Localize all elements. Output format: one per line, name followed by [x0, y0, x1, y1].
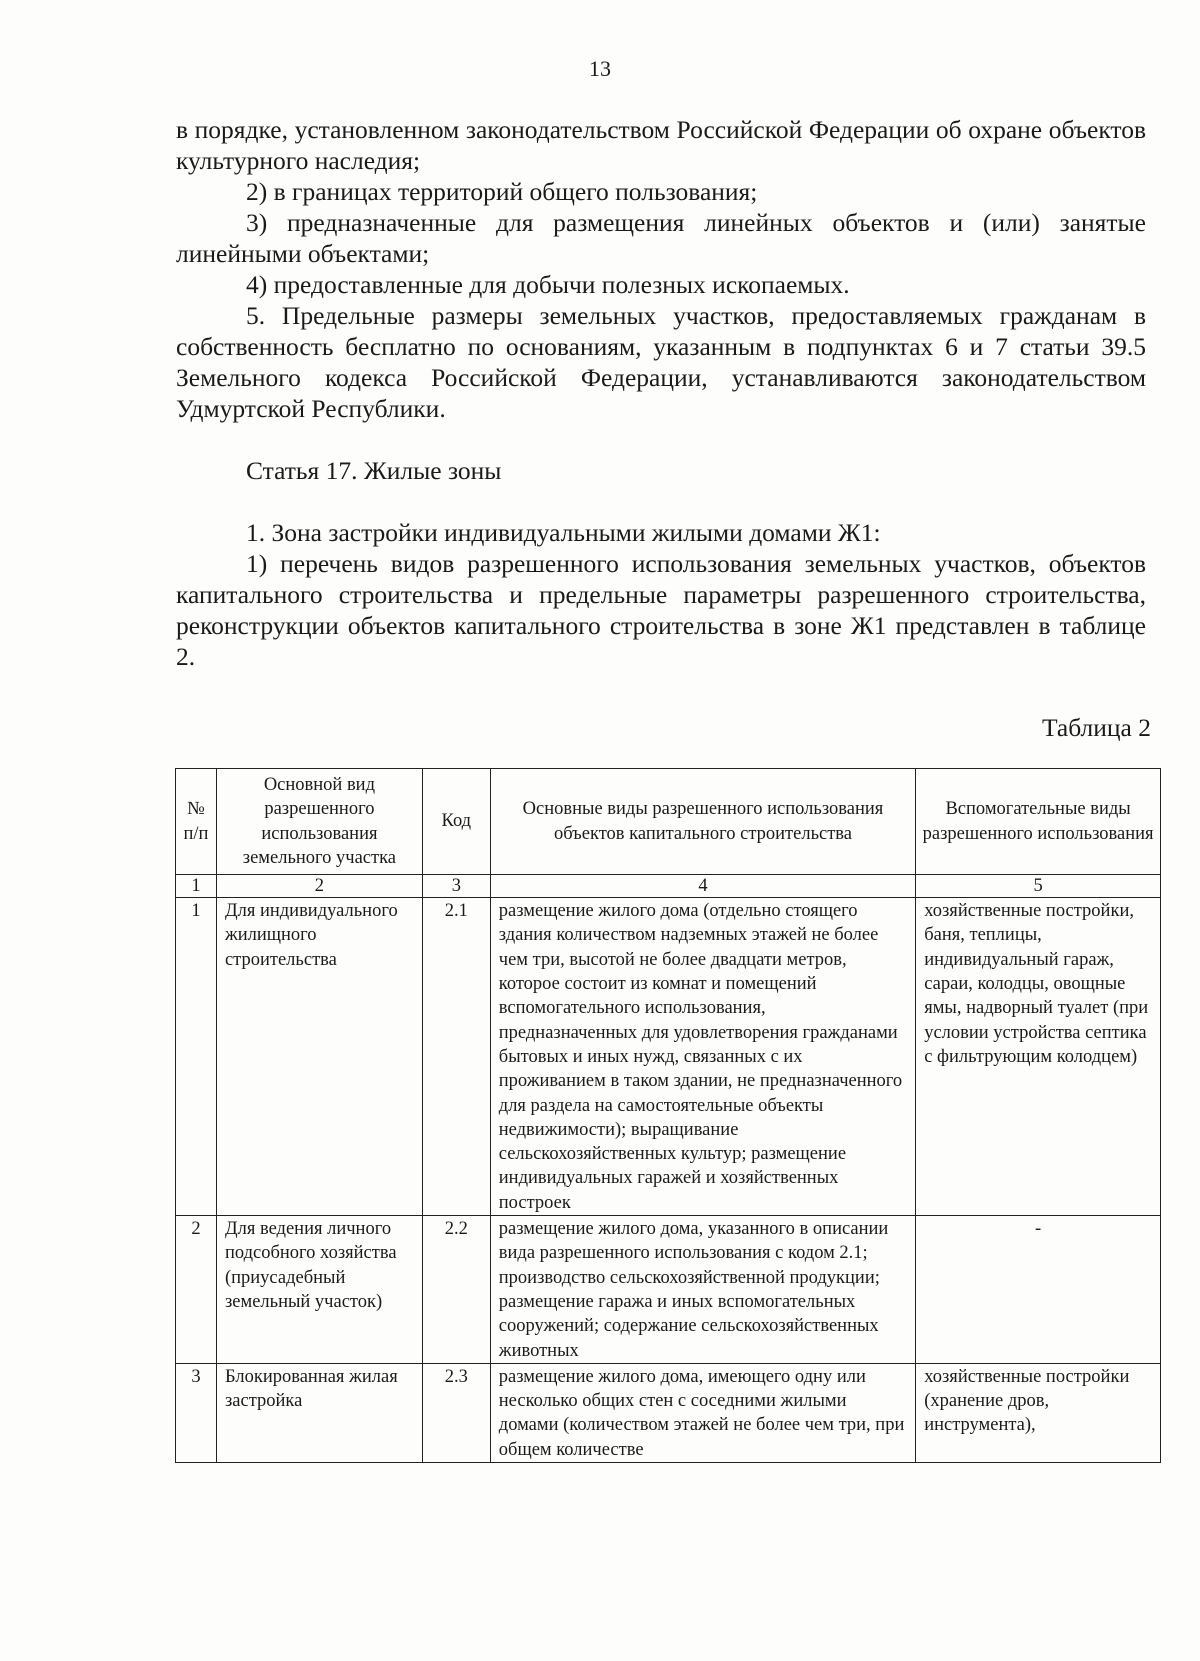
- header-cell: Основной вид разрешенного использования земельного участка: [216, 769, 422, 875]
- land-use-type: Для индивидуального жилищного строительства: [216, 898, 422, 1216]
- use-code: 2.1: [422, 898, 490, 1216]
- column-number: 2: [216, 875, 422, 898]
- column-number: 5: [916, 875, 1161, 898]
- auxiliary-use: -: [916, 1216, 1161, 1364]
- page-number: 13: [589, 56, 611, 81]
- row-number: 3: [176, 1363, 217, 1462]
- main-use-description: размещение жилого дома, имеющего одну или несколько общих стен с соседними жилыми домами (количеством этажей не более чем три, при общем количестве: [490, 1363, 915, 1462]
- paragraph: 5. Предельные размеры земельных участков, предоставляемых гражданам в собственность бесплатно по основаниям, указанным в подпунктах 6 и 7 статьи 39.5 Земельного кодекса Российской Федерации, устанавливаются законодательством Удмуртской Республики.: [176, 301, 1146, 423]
- table-row: [176, 1216, 1161, 1364]
- header-cell: № п/п: [176, 769, 217, 875]
- land-use-type: Для ведения личного подсобного хозяйства (приусадебный земельный участок): [216, 1216, 422, 1364]
- table-caption: Таблица 2: [1041, 713, 1151, 742]
- zone-heading: 1. Зона застройки индивидуальными жилыми домами Ж1:: [246, 518, 881, 547]
- table-header-row: [176, 769, 1161, 875]
- table-row: [176, 898, 1161, 1216]
- column-number-row: [176, 875, 1161, 898]
- main-use-description: размещение жилого дома, указанного в описании вида разрешенного использования с кодом 2.1; производство сельскохозяйственной продукции; размещение гаража и иных вспомогательных сооружений; содержание сельскохозяйственных животных: [490, 1216, 915, 1364]
- table-row: [176, 1363, 1161, 1462]
- header-cell: Код: [422, 769, 490, 875]
- paragraph: 1) перечень видов разрешенного использования земельных участков, объектов капитального строительства и предельные параметры разрешенного строительства, реконструкции объектов капитального строительства в зоне Ж1 представлен в таблице 2.: [176, 549, 1146, 671]
- document-body: [176, 114, 1146, 672]
- auxiliary-use: хозяйственные постройки (хранение дров, инструмента),: [916, 1363, 1161, 1462]
- paragraph: в порядке, установленном законодательством Российской Федерации об охране объектов культурного наследия;: [176, 115, 1146, 175]
- header-cell: Основные виды разрешенного использования объектов капитального строительства: [490, 769, 915, 875]
- auxiliary-use: хозяйственные постройки, баня, теплицы, индивидуальный гараж, сараи, колодцы, овощные ямы, надворный туалет (при условии устройства септика с фильтрующим колодцем): [916, 898, 1161, 1216]
- land-use-type: Блокированная жилая застройка: [216, 1363, 422, 1462]
- column-number: 1: [176, 875, 217, 898]
- column-number: 4: [490, 875, 915, 898]
- list-item: 4) предоставленные для добычи полезных ископаемых.: [246, 270, 850, 299]
- header-cell: Вспомогательные виды разрешенного использования: [916, 769, 1161, 875]
- list-item: 3) предназначенные для размещения линейных объектов и (или) занятые линейными объектами;: [176, 208, 1146, 268]
- use-code: 2.2: [422, 1216, 490, 1364]
- main-use-description: размещение жилого дома (отдельно стоящего здания количеством надземных этажей не более чем три, высотой не более двадцати метров, которое состоит из комнат и помещений вспомогательного использования, предназначенных для удовлетворения гражданами бытовых и иных нужд, связанных с их проживанием в таком здании, не предназначенного для раздела на самостоятельные объекты недвижимости); выращивание сельскохозяйственных культур; размещение индивидуальных гаражей и хозяйственных построек: [490, 898, 915, 1216]
- land-use-table: [175, 768, 1161, 1463]
- use-code: 2.3: [422, 1363, 490, 1462]
- row-number: 2: [176, 1216, 217, 1364]
- article-heading: Статья 17. Жилые зоны: [246, 456, 502, 485]
- column-number: 3: [422, 875, 490, 898]
- list-item: 2) в границах территорий общего пользования;: [246, 177, 758, 206]
- row-number: 1: [176, 898, 217, 1216]
